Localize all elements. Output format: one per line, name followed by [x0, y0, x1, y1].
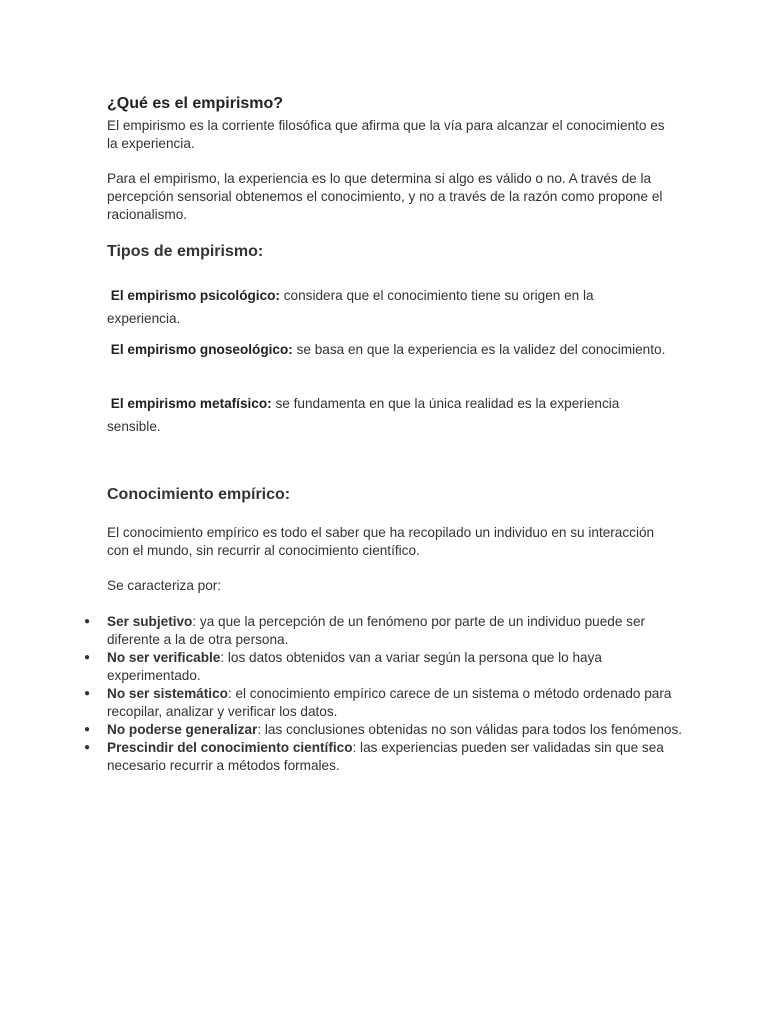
- heading-que-es-empirismo: ¿Qué es el empirismo?: [107, 95, 284, 112]
- characteristic-term: No poderse generalizar: [107, 722, 258, 737]
- heading-tipos-empirismo: Tipos de empirismo:: [107, 243, 264, 260]
- list-item: [84, 613, 684, 649]
- knowledge-paragraph-1: El conocimiento empírico es todo el saber que ha recopilado un individuo en su interacción con el mundo, sin recurrir al conocimiento científico.: [107, 525, 655, 558]
- type-item-psicologico: [107, 284, 667, 330]
- intro-paragraph-2: Para el empirismo, la experiencia es lo que determina si algo es válido o no. A través de la percepción sensorial obtenemos el conocimiento, y no a través de la razón como propone el racionalismo.: [107, 171, 663, 222]
- list-item: [84, 721, 684, 739]
- type-item-gnoseologico: [107, 338, 667, 361]
- characteristic-description: : los datos obtenidos van a variar según la persona que lo haya experimentado.: [107, 650, 602, 683]
- bullet-icon: ●: [84, 652, 91, 663]
- characteristic-description: : las experiencias pueden ser validadas sin que sea necesario recurrir a métodos formales.: [107, 740, 664, 773]
- knowledge-paragraph-2: Se caracteriza por:: [107, 578, 222, 593]
- type-item-metafisico: [107, 392, 667, 438]
- heading-conocimiento-empirico: Conocimiento empírico:: [107, 486, 291, 503]
- bullet-icon: ●: [84, 742, 91, 753]
- list-item: [84, 649, 684, 685]
- bullet-icon: ●: [84, 688, 91, 699]
- type-term: El empirismo psicológico:: [110, 288, 280, 303]
- characteristic-description: : el conocimiento empírico carece de un sistema o método ordenado para recopilar, analizar y verificar los datos.: [107, 686, 672, 719]
- characteristic-description: : ya que la percepción de un fenómeno por parte de un individuo puede ser diferente a la de otra persona.: [107, 614, 646, 647]
- characteristic-description: : las conclusiones obtenidas no son válidas para todos los fenómenos.: [257, 722, 683, 737]
- list-item: [84, 685, 684, 721]
- characteristic-term: Ser subjetivo: [107, 614, 193, 629]
- characteristic-term: No ser sistemático: [107, 686, 228, 701]
- bullet-icon: ●: [84, 724, 91, 735]
- type-description: se basa en que la experiencia es la validez del conocimiento.: [292, 342, 666, 357]
- type-description: considera que el conocimiento tiene su origen en la experiencia.: [107, 288, 594, 326]
- list-item: [84, 739, 684, 775]
- characteristics-list: [84, 613, 684, 775]
- intro-paragraph-1: El empirismo es la corriente filosófica que afirma que la vía para alcanzar el conocimiento es la experiencia.: [107, 118, 665, 151]
- type-description: se fundamenta en que la única realidad es la experiencia sensible.: [107, 396, 620, 434]
- type-term: El empirismo gnoseológico:: [110, 342, 293, 357]
- type-term: El empirismo metafísico:: [110, 396, 272, 411]
- bullet-icon: ●: [84, 616, 91, 627]
- characteristic-term: Prescindir del conocimiento científico: [107, 740, 353, 755]
- characteristic-term: No ser verificable: [107, 650, 221, 665]
